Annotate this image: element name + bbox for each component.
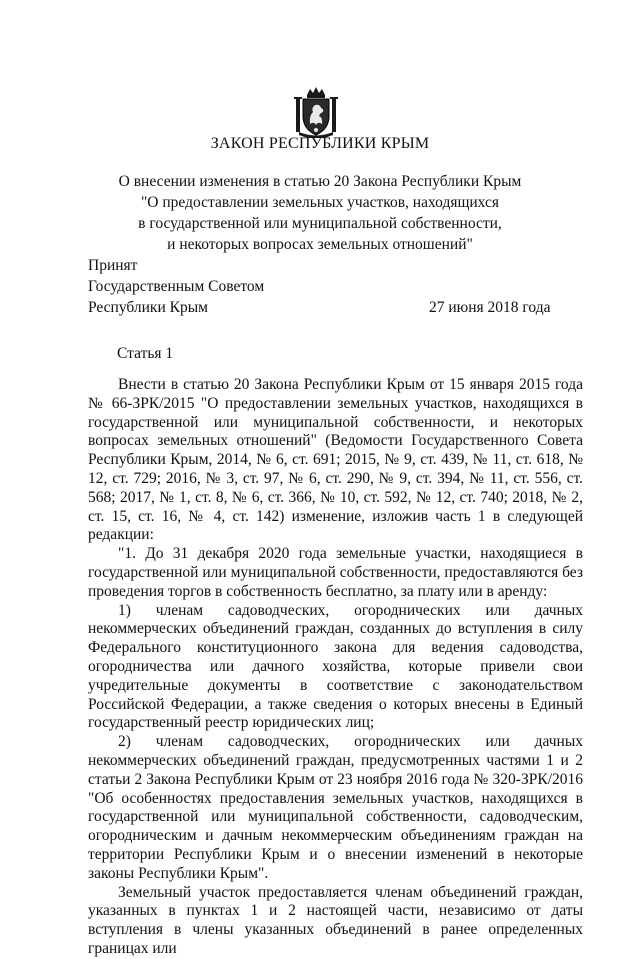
adoption-line: Принят [88,257,138,274]
law-title: ЗАКОН РЕСПУБЛИКИ КРЫМ [210,135,430,152]
paragraph: Внести в статью 20 Закона Республики Крым от 15 января 2015 года № 66-ЗРК/2015 "О предоставлении земельных участков, находящихся в государственной или муниципальной собственности, и некоторых вопросах земельных отношений" (Ведомости Государственного Совета Республики Крым, 2014, № 6, ст. 691; 2015, № 9, ст. 439, № 11, ст. 618, № 12, ст. 729; 2016, № 3, ст. 97, № 6, ст. 290, № 9, ст. 394, № 11, ст. 556, ст. 568; 2017, № 1, ст. 8, № 6, ст. 366, № 10, ст. 592, № 12, ст. 740; 2018, № 2, ст. 15, ст. 16, № 4, ст. 142) изменение, изложив часть 1 в следующей редакции: [88,376,583,544]
subtitle-line: в государственной или муниципальной собственности, [138,215,502,232]
paragraph: 2) членам садоводческих, огороднических или дачных некоммерческих объединений граждан, предусмотренных частями 1 и 2 статьи 2 Закона Республики Крым от 23 ноября 2016 года № 320-ЗРК/2016 "Об особенностях предоставления земельных участков, находящихся в государственной или муниципальной собственности, садоводческим, огородническим и дачным некоммерческим объединениям граждан на территории Республики Крым и о внесении изменений в некоторые законы Республики Крым". [88,733,583,882]
paragraph: Земельный участок предоставляется членам объединений граждан, указанных в пунктах 1 и 2 настоящей части, независимо от даты вступления в члены указанных объединений в ранее определенных границах или [88,883,583,957]
paragraph: 1) членам садоводческих, огороднических или дачных некоммерческих объединений граждан, созданных до вступления в силу Федерального конституционного закона для ведения садоводства, огородничества или дачного хозяйства, которые привели свои учредительные документы в соответствие с законодательством Российской Федерации, а также сведения о которых внесены в Единый государственный реестр юридических лиц; [88,601,583,732]
adoption-line: Республики Крым [88,299,208,316]
subtitle-line: и некоторых вопросах земельных отношений" [167,236,473,253]
paragraph: "1. До 31 декабря 2020 года земельные участки, находящиеся в государственной или муниципальной собственности, предоставляются без проведения торгов в собственность бесплатно, за плату или в аренду: [88,545,583,600]
article-body [88,376,583,959]
adoption-date: 27 июня 2018 года [429,299,551,316]
coat-of-arms-icon [293,86,339,138]
adoption-line: Государственным Советом [88,278,265,295]
law-subtitle [100,171,540,255]
subtitle-line: О внесении изменения в статью 20 Закона Республики Крым [118,173,522,190]
adoption-block [88,255,264,318]
subtitle-line: "О предоставлении земельных участков, находящихся [140,194,499,211]
article-heading: Статья 1 [117,345,174,362]
